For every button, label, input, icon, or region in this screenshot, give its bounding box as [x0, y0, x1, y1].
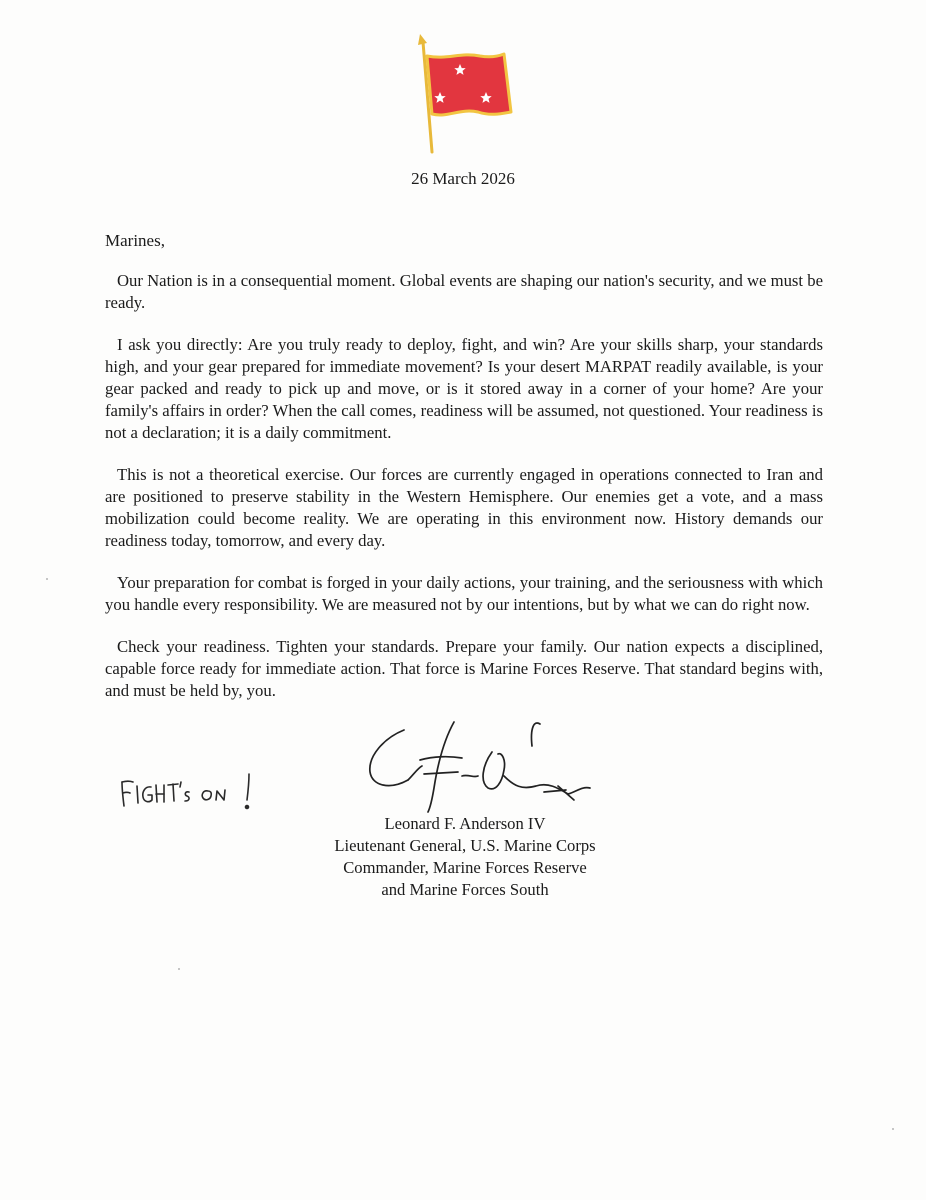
scan-speck	[178, 968, 180, 970]
signer-position-continued: and Marine Forces South	[381, 880, 549, 899]
signer-rank: Lieutenant General, U.S. Marine Corps	[334, 836, 596, 855]
scan-speck	[892, 1128, 894, 1130]
paragraph-3: This is not a theoretical exercise. Our forces are currently engaged in operations connected to Iran and are positioned to preserve stability in the Western Hemisphere. Our enemies get a vote, and a mass mobilization could become reality. We are operating in this environment now. History demands our readiness today, tomorrow, and every day.	[105, 465, 823, 550]
signer-name: Leonard F. Anderson IV	[384, 814, 546, 833]
letter-date: 26 March 2026	[411, 169, 515, 188]
paragraph-1: Our Nation is in a consequential moment. Global events are shaping our nation's security, and we must be ready.	[105, 271, 823, 312]
paragraph-4: Your preparation for combat is forged in your daily actions, your training, and the seriousness with which you handle every responsibility. We are measured not by our intentions, but by what we can do right now.	[105, 573, 823, 614]
handwritten-note-image	[118, 770, 278, 816]
paragraph-2: I ask you directly: Are you truly ready to deploy, fight, and win? Are your skills sharp, your standards high, and your gear prepared for immediate movement? Is your desert MARPAT readily available, is your gear packed and ready to pick up and move, or is it stored away in a corner of your home? Are your family's affairs in order? When the call comes, readiness will be assumed, not questioned. Your readiness is not a declaration; it is a daily commitment.	[105, 335, 823, 442]
signer-position: Commander, Marine Forces Reserve	[343, 858, 587, 877]
general-flag-icon	[396, 32, 520, 154]
paragraph-5: Check your readiness. Tighten your standards. Prepare your family. Our nation expects a disciplined, capable force ready for immediate action. That force is Marine Forces Reserve. That standard begins with, and must be held by, you.	[105, 637, 823, 700]
scan-speck	[46, 578, 48, 580]
signature-image	[362, 716, 598, 816]
salutation: Marines,	[105, 231, 165, 250]
signature-block	[310, 813, 620, 901]
letter-body	[105, 270, 823, 722]
